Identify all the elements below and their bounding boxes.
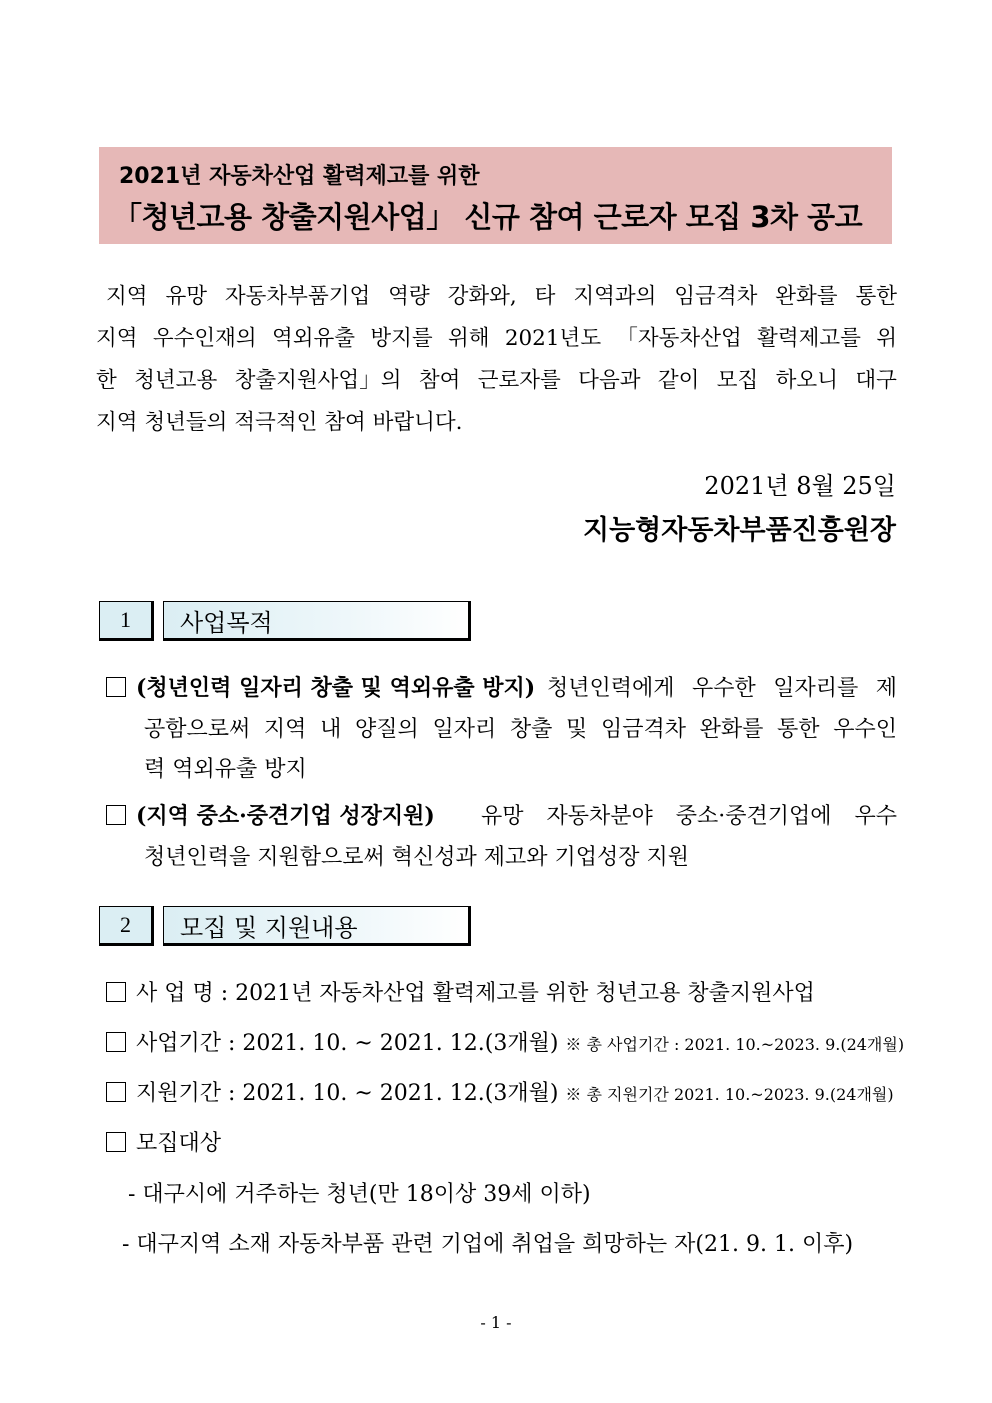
title-box: [99, 147, 892, 244]
purpose-item-2-line-1: [106, 799, 897, 830]
purpose-item-1-line-1-rest: [547, 671, 897, 702]
word: 우수: [854, 804, 897, 829]
target-item-2: - 대구지역 소재 자동차부품 관련 기업에 취업을 희망하는 자(21. 9. 1. 이후): [122, 1232, 854, 1257]
business-period: 사업기간 : 2021. 10. ~ 2021. 12.(3개월): [136, 1031, 559, 1056]
support-period: 지원기간 : 2021. 10. ~ 2021. 12.(3개월): [136, 1081, 559, 1106]
support-period-line: [106, 1076, 894, 1107]
word: 모집: [716, 368, 759, 393]
word: 위해: [447, 326, 490, 351]
purpose-item-1-line-3: 력 역외유출 방지: [144, 757, 307, 782]
word: 양질의: [355, 717, 419, 742]
word: 활력제고를: [757, 326, 861, 351]
title-main: 「청년고용 창출지원사업」 신규 참여 근로자 모집 3차 공고: [113, 200, 863, 234]
purpose-item-2-line-1-rest: [481, 799, 897, 830]
business-name-line: [106, 976, 815, 1007]
word: 근로자를: [477, 368, 561, 393]
word: 내: [320, 717, 342, 742]
word: 지역: [106, 284, 148, 309]
word: 통한: [855, 284, 897, 309]
word: 청년인력에게: [547, 676, 675, 701]
word: 우수인재의: [152, 326, 257, 351]
word: 지역: [263, 717, 307, 742]
word: 유망: [481, 804, 524, 829]
business-period-line: [106, 1026, 904, 1057]
word: 창출: [509, 717, 553, 742]
section-1-number: 1: [99, 601, 154, 641]
checkbox-icon: [106, 1082, 126, 1102]
checkbox-icon: [106, 1032, 126, 1052]
word: 일자리: [432, 717, 497, 742]
word: 지역: [96, 326, 138, 351]
intro-line-1: [106, 279, 897, 310]
section-1-title: 사업목적: [163, 601, 471, 641]
announcement-date: 2021년 8월 25일: [704, 472, 896, 500]
section-2-number: 2: [99, 906, 154, 946]
word: 역외유출: [272, 326, 356, 351]
word: 유망: [165, 284, 207, 309]
word: 한: [96, 368, 117, 393]
title-subtitle: 2021년 자동차산업 활력제고를 위한: [119, 164, 480, 189]
word: 완화를: [699, 717, 764, 742]
purpose-item-1-line-2: [144, 712, 897, 743]
checkbox-icon: [106, 1132, 126, 1152]
section-2-title: 모집 및 지원내용: [163, 906, 471, 946]
purpose-item-1-heading: (청년인력 일자리 창출 및 역외유출 방지): [136, 675, 536, 701]
word: 청년고용: [134, 368, 218, 393]
checkbox-icon: [106, 805, 126, 825]
checkbox-icon: [106, 677, 126, 697]
purpose-item-2-heading: (지역 중소·중견기업 성장지원): [136, 803, 435, 829]
word: 지역과의: [573, 284, 657, 309]
word: 우수한: [691, 676, 756, 701]
word: 자동차분야: [546, 804, 653, 829]
business-period-note: ※ 총 사업기간 : 2021. 10.~2023. 9.(24개월): [565, 1035, 905, 1054]
word: 일자리를: [773, 676, 859, 701]
word: 자동차부품기업: [224, 284, 371, 309]
target-label: 모집대상: [136, 1131, 222, 1156]
word: 2021년도: [504, 326, 602, 351]
intro-line-2: [96, 321, 897, 352]
word: 대구: [855, 368, 897, 393]
target-label-line: [106, 1126, 221, 1157]
word: 방지를: [370, 326, 433, 351]
word: 같이: [657, 368, 700, 393]
word: 완화를: [775, 284, 838, 309]
word: 임금격차: [674, 284, 758, 309]
word: 및: [566, 717, 588, 742]
word: 강화와,: [447, 284, 517, 309]
word: 타: [534, 284, 556, 309]
word: 「자동차산업: [616, 326, 742, 351]
word: 다음과: [578, 368, 641, 393]
page-number: - 1 -: [480, 1313, 512, 1332]
intro-line-3: [96, 363, 897, 394]
word: 통한: [777, 717, 820, 742]
word: 임금격차: [600, 717, 686, 742]
word: 하오니: [775, 368, 838, 393]
purpose-item-2-line-2: 청년인력을 지원함으로써 혁신성과 제고와 기업성장 지원: [144, 845, 690, 870]
word: 창출지원사업」의: [234, 368, 402, 393]
business-name: 사 업 명 : 2021년 자동차산업 활력제고를 위한 청년고용 창출지원사업: [136, 981, 815, 1006]
issuing-organization: 지능형자동차부품진흥원장: [583, 515, 896, 546]
word: 공함으로써: [144, 717, 251, 742]
word: 우수인: [833, 717, 897, 742]
word: 역량: [388, 284, 430, 309]
checkbox-icon: [106, 982, 126, 1002]
intro-line-4: 지역 청년들의 적극적인 참여 바랍니다.: [96, 410, 463, 435]
word: 위: [876, 326, 897, 351]
word: 참여: [418, 368, 461, 393]
support-period-note: ※ 총 지원기간 2021. 10.~2023. 9.(24개월): [565, 1085, 894, 1104]
word: 중소·중견기업에: [675, 804, 832, 829]
purpose-item-1-line-1: [106, 671, 897, 702]
word: 제: [875, 676, 897, 701]
target-item-1: - 대구시에 거주하는 청년(만 18이상 39세 이하): [128, 1182, 591, 1207]
